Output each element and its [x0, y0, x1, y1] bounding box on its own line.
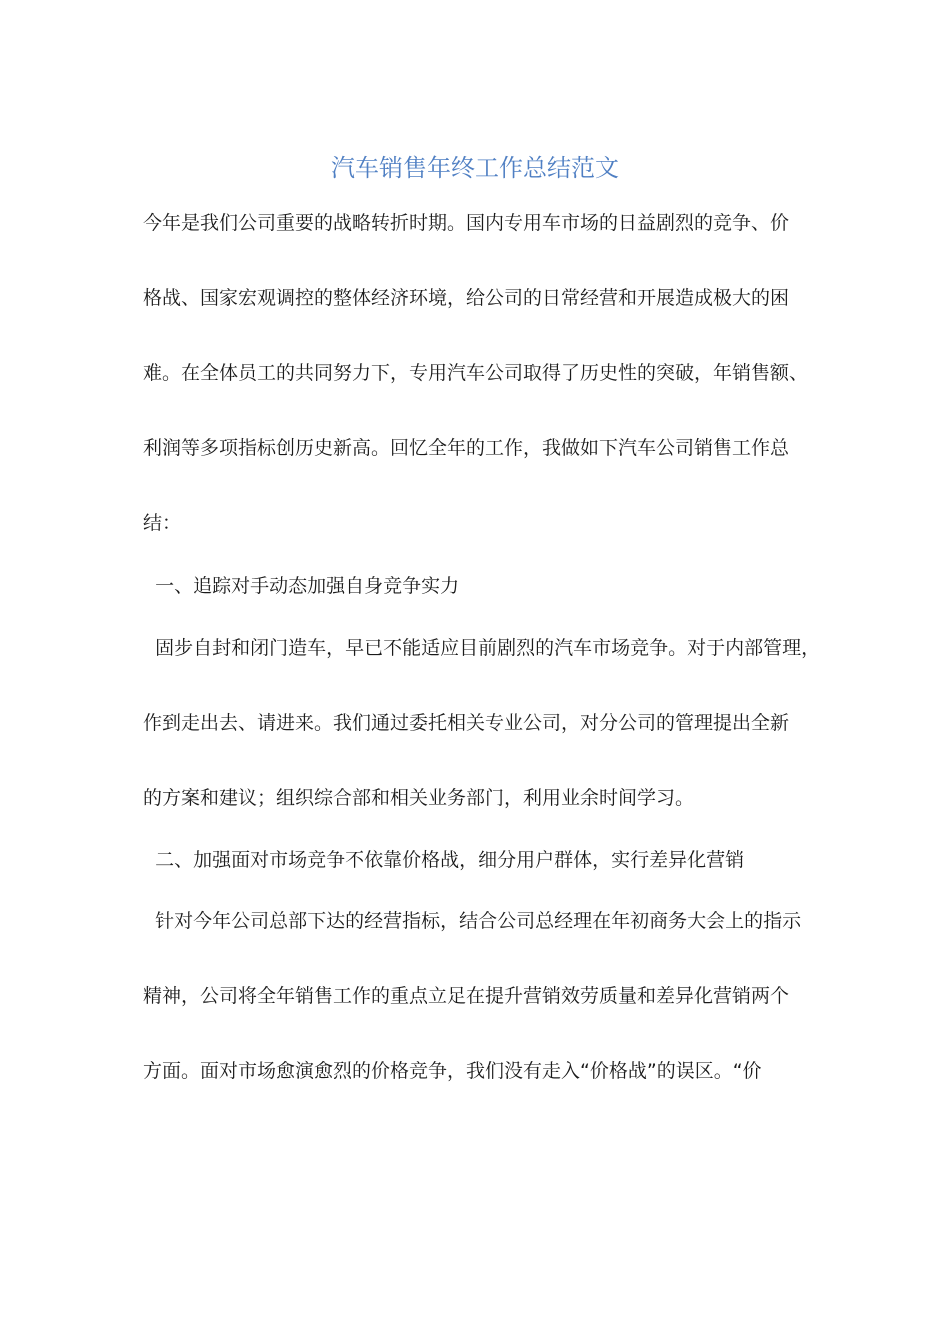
paragraph-line-11: 方面。面对市场愈演愈烈的价格竞争，我们没有走入“价格战”的误区。“价 — [143, 1060, 762, 1082]
document-title: 汽车销售年终工作总结范文 — [331, 154, 619, 182]
paragraph-line-2: 格战、国家宏观调控的整体经济环境，给公司的日常经营和开展造成极大的困 — [143, 287, 790, 309]
paragraph-line-6: 固步自封和闭门造车，早已不能适应目前剧烈的汽车市场竞争。对于内部管理， — [143, 637, 821, 659]
paragraph-line-7: 作到走出去、请进来。我们通过委托相关专业公司，对分公司的管理提出全新 — [143, 712, 790, 734]
paragraph-line-3: 难。在全体员工的共同努力下，专用汽车公司取得了历史性的突破，年销售额、 — [143, 362, 809, 384]
paragraph-line-10: 精神，公司将全年销售工作的重点立足在提升营销效劳质量和差异化营销两个 — [143, 985, 790, 1007]
paragraph-line-9: 针对今年公司总部下达的经营指标，结合公司总经理在年初商务大会上的指示 — [143, 910, 802, 932]
paragraph-line-1: 今年是我们公司重要的战略转折时期。国内专用车市场的日益剧烈的竞争、价 — [143, 212, 790, 234]
section-heading-2: 二、加强面对市场竞争不依靠价格战，细分用户群体，实行差异化营销 — [143, 849, 745, 871]
section-heading-1: 一、追踪对手动态加强自身竞争实力 — [143, 575, 460, 597]
paragraph-line-4: 利润等多项指标创历史新高。回忆全年的工作，我做如下汽车公司销售工作总 — [143, 437, 790, 459]
paragraph-line-5: 结： — [143, 512, 182, 534]
paragraph-line-8: 的方案和建议；组织综合部和相关业务部门，利用业余时间学习。 — [143, 787, 695, 809]
